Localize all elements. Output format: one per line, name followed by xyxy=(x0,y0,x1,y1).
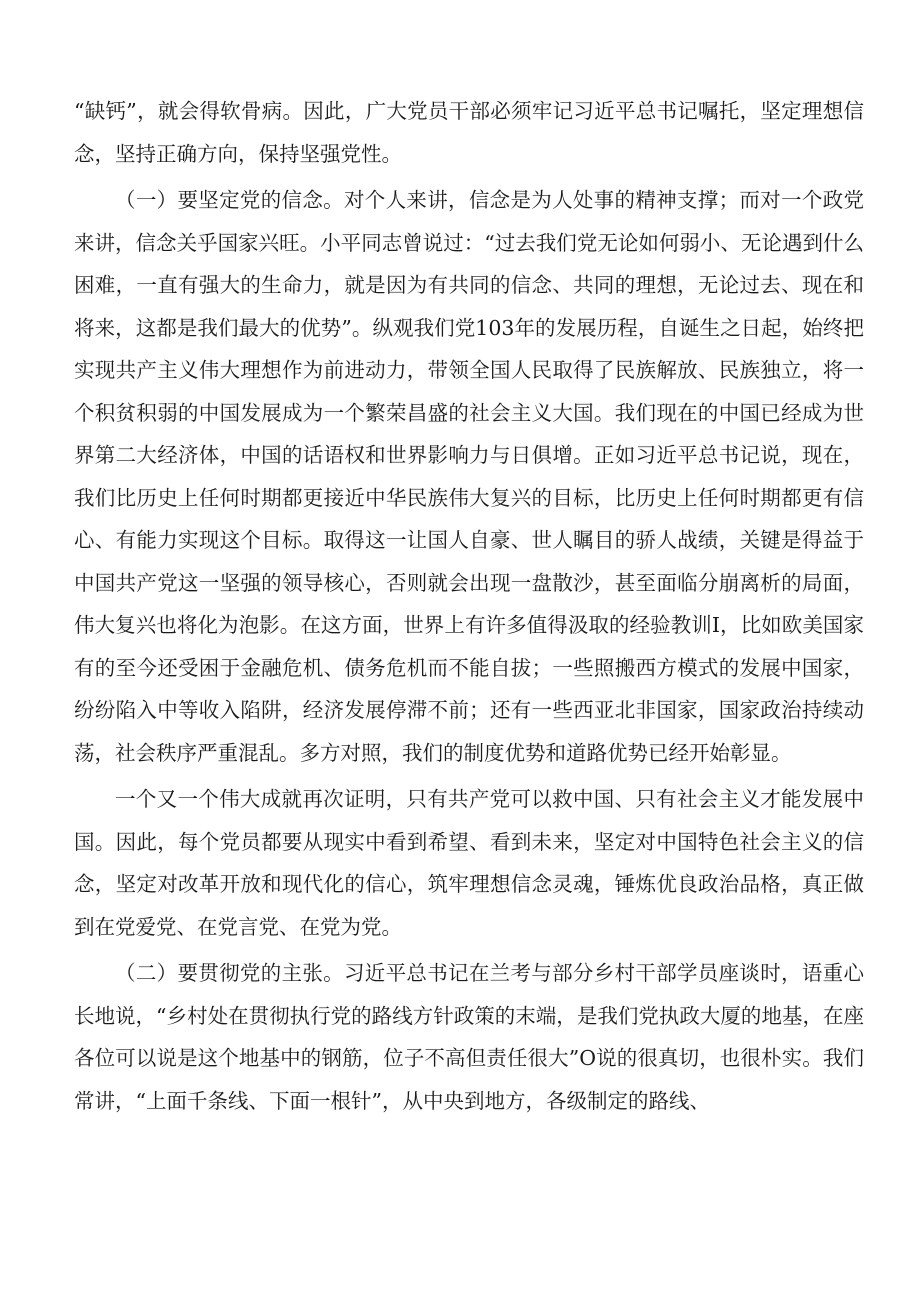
paragraph-3: 一个又一个伟大成就再次证明，只有共产党可以救中国、只有社会主义才能发展中国。因此，每个党员都要从现实中看到希望、看到未来，坚定对中国特色社会主义的信念，坚定对改革开放和现代化的信心，筑牢理想信念灵魂，锤炼优良政治品格，真正做到在党爱党、在党言党、在党为党。 xyxy=(74,787,864,939)
paragraph-2: （一）要坚定党的信念。对个人来讲，信念是为人处事的精神支撑；而对一个政党来讲，信念关乎国家兴旺。小平同志曾说过：“过去我们党无论如何弱小、无论遇到什么困难，一直有强大的生命力，就是因为有共同的信念、共同的理想，无论过去、现在和将来，这都是我们最大的优势”。纵观我们党103年的发展历程，自诞生之日起，始终把实现共产主义伟大理想作为前进动力，带领全国人民取得了民族解放、民族独立，将一个积贫积弱的中国发展成为一个繁荣昌盛的社会主义大国。我们现在的中国已经成为世界第二大经济体，中国的话语权和世界影响力与日俱增。正如习近平总书记说，现在，我们比历史上任何时期都更接近中华民族伟大复兴的目标，比历史上任何时期都更有信心、有能力实现这个目标。取得这一让国人自豪、世人瞩目的骄人战绩，关键是得益于中国共产党这一坚强的领导核心，否则就会出现一盘散沙，甚至面临分崩离析的局面，伟大复兴也将化为泡影。在这方面，世界上有许多值得汲取的经验教训I，比如欧美国家有的至今还受困于金融危机、债务危机而不能自拔；一些照搬西方模式的发展中国家，纷纷陷入中等收入陷阱，经济发展停滞不前；还有一些西亚北非国家，国家政治持续动荡，社会秩序严重混乱。多方对照，我们的制度优势和道路优势已经开始彰显。 xyxy=(74,188,864,765)
document-body xyxy=(74,90,864,1126)
paragraph-4: （二）要贯彻党的主张。习近平总书记在兰考与部分乡村干部学员座谈时，语重心长地说，“乡村处在贯彻执行党的路线方针政策的末端，是我们党执政大厦的地基，在座各位可以说是这个地基中的钢筋，位子不高但责任很大”O说的很真切，也很朴实。我们常讲，“上面千条线、下面一根针”，从中央到地方，各级制定的路线、 xyxy=(74,961,864,1113)
paragraph-1: “缺钙”，就会得软骨病。因此，广大党员干部必须牢记习近平总书记嘱托，坚定理想信念，坚持正确方向，保持坚强党性。 xyxy=(74,99,864,166)
